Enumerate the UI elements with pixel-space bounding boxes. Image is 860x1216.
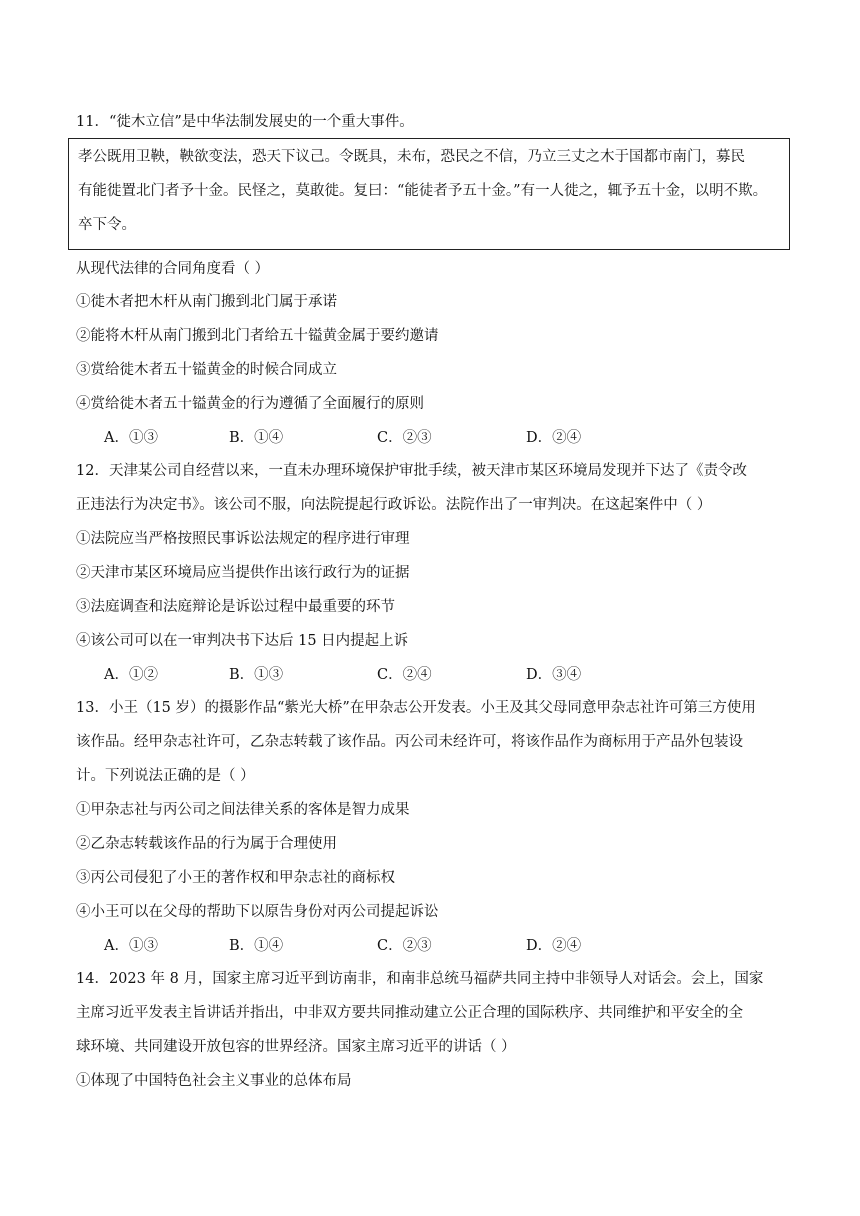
- q11-passage-box: [68, 138, 790, 250]
- q12-item: ②天津市某区环境局应当提供作出该行政行为的证据: [76, 565, 410, 581]
- q13-option-c[interactable]: C．②③: [377, 938, 432, 954]
- q11-option-a[interactable]: A．①③: [104, 430, 158, 446]
- q11-passage-line: 卒下令。: [78, 217, 136, 233]
- q13-options: [104, 936, 664, 956]
- q13-stem: 计。下列说法正确的是（ ）: [76, 768, 255, 784]
- q12-option-a[interactable]: A．①②: [104, 667, 158, 683]
- q13-stem: 该作品。经甲杂志社许可，乙杂志转载了该作品。丙公司未经许可，将该作品作为商标用于产品外包装设: [76, 734, 743, 750]
- q12-item: ①法院应当严格按照民事诉讼法规定的程序进行审理: [76, 531, 410, 547]
- q11-item: ③赏给徙木者五十镒黄金的时候合同成立: [76, 362, 337, 378]
- q12-option-c[interactable]: C．②④: [377, 667, 432, 683]
- q14-stem: 14．2023 年 8 月，国家主席习近平到访南非，和南非总统马福萨共同主持中非领导人对话会。会上，国家: [76, 971, 764, 987]
- q12-options: [104, 665, 664, 685]
- q11-passage-line: 有能徙置北门者予十金。民怪之，莫敢徙。复曰：“能徒者予五十金。”有一人徙之，辄予五十金，以明不欺。: [78, 183, 768, 199]
- q13-item: ①甲杂志社与丙公司之间法律关系的客体是智力成果: [76, 802, 410, 818]
- q11-stem: 11．“徙木立信”是中华法制发展史的一个重大事件。: [76, 114, 414, 130]
- q13-item: ②乙杂志转载该作品的行为属于合理使用: [76, 836, 337, 852]
- q13-item: ③丙公司侵犯了小王的著作权和甲杂志社的商标权: [76, 870, 395, 886]
- q11-options: [104, 428, 664, 448]
- q13-option-d[interactable]: D．②④: [526, 938, 582, 954]
- q11-question: 从现代法律的合同角度看（ ）: [76, 261, 270, 277]
- q12-option-b[interactable]: B．①③: [229, 667, 284, 683]
- q13-item: ④小王可以在父母的帮助下以原告身份对丙公司提起诉讼: [76, 904, 439, 920]
- q14-item: ①体现了中国特色社会主义事业的总体布局: [76, 1073, 352, 1089]
- q12-stem: 正违法行为决定书》。该公司不服，向法院提起行政诉讼。法院作出了一审判决。在这起案件中（ ）: [76, 497, 712, 513]
- q11-item: ②能将木杆从南门搬到北门者给五十镒黄金属于要约邀请: [76, 328, 439, 344]
- q12-option-d[interactable]: D．③④: [526, 667, 582, 683]
- q13-option-a[interactable]: A．①③: [104, 938, 158, 954]
- q14-stem: 主席习近平发表主旨讲话并指出，中非双方要共同推动建立公正合理的国际秩序、共同维护和平安全的全: [76, 1005, 743, 1021]
- q13-option-b[interactable]: B．①④: [229, 938, 284, 954]
- q11-option-b[interactable]: B．①④: [229, 430, 284, 446]
- q12-stem: 12．天津某公司自经营以来，一直未办理环境保护审批手续，被天津市某区环境局发现并下达了《责令改: [76, 463, 747, 479]
- q11-option-d[interactable]: D．②④: [526, 430, 582, 446]
- q14-stem: 球环境、共同建设开放包容的世界经济。国家主席习近平的讲话（ ）: [76, 1039, 516, 1055]
- q11-passage-line: 孝公既用卫鞅，鞅欲变法，恐天下议己。令既具，未布，恐民之不信，乃立三丈之木于国都市南门，募民: [78, 149, 745, 165]
- q11-option-c[interactable]: C．②③: [377, 430, 432, 446]
- q11-item: ④赏给徙木者五十镒黄金的行为遵循了全面履行的原则: [76, 396, 424, 412]
- q12-item: ③法庭调查和法庭辩论是诉讼过程中最重要的环节: [76, 599, 395, 615]
- q12-item: ④该公司可以在一审判决书下达后 15 日内提起上诉: [76, 633, 409, 649]
- q11-item: ①徙木者把木杆从南门搬到北门属于承诺: [76, 294, 337, 310]
- q13-stem: 13．小王（15 岁）的摄影作品“紫光大桥”在甲杂志公开发表。小王及其父母同意甲杂志社许可第三方使用: [76, 700, 756, 716]
